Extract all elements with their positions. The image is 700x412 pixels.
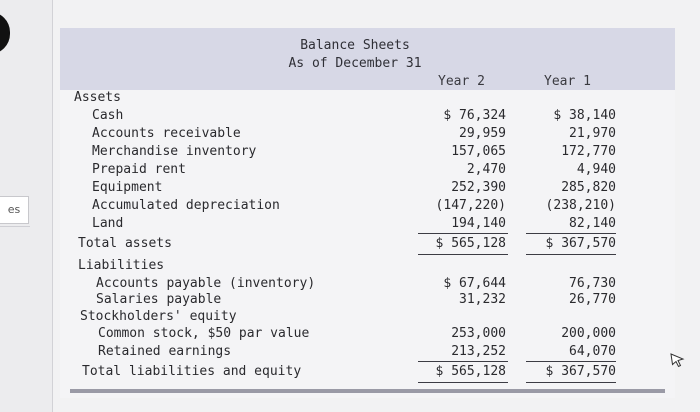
value-year2: $ 76,324 (443, 108, 506, 123)
value-year1: 82,140 (569, 216, 616, 231)
value-year1: 172,770 (561, 144, 616, 159)
value-year1: $ 38,140 (553, 108, 616, 123)
value-year2: 213,252 (451, 344, 506, 359)
value-year1: 21,970 (569, 126, 616, 141)
row-label: Accounts payable (inventory) (96, 276, 316, 291)
row-label: Accumulated depreciation (92, 198, 280, 213)
statement-title: Balance Sheets (300, 38, 410, 53)
value-year1: $ 367,570 (545, 364, 616, 379)
subtotal-rule-year2 (418, 361, 508, 362)
row-label: Merchandise inventory (92, 144, 257, 159)
row-label: Accounts receivable (92, 126, 241, 141)
row-equipment (60, 179, 675, 197)
row-label: Stockholders' equity (80, 309, 237, 324)
total-rule-year1 (526, 254, 616, 255)
row-assets (60, 89, 675, 107)
row-cash (60, 107, 675, 125)
total-rule-year2 (418, 254, 508, 255)
row-label: Retained earnings (98, 344, 232, 359)
row-accumulated-depreciation (60, 197, 675, 215)
row-label: Liabilities (78, 258, 165, 273)
row-label: Total liabilities and equity (82, 364, 302, 379)
value-year1: 285,820 (561, 180, 616, 195)
value-year2: 29,959 (459, 126, 506, 141)
column-header-year2: Year 2 (438, 74, 485, 89)
divider (0, 226, 30, 227)
value-year2: 2,470 (466, 162, 506, 177)
row-label: Prepaid rent (92, 162, 186, 177)
panel-edge-icon (0, 12, 10, 54)
total-rule-year2 (418, 382, 508, 383)
row-prepaid-rent (60, 161, 675, 179)
row-retained-earnings (60, 343, 675, 361)
row-label: Total assets (78, 236, 172, 251)
value-year2: 253,000 (451, 326, 506, 341)
statement-title-block (275, 37, 435, 73)
value-year2: (147,220) (435, 198, 506, 213)
row-stockholders-equity (60, 308, 675, 326)
row-label: Salaries payable (96, 292, 222, 307)
subtotal-rule-year1 (526, 233, 616, 234)
sidebar-tab[interactable]: es (0, 196, 29, 224)
value-year1: $ 367,570 (545, 236, 616, 251)
value-year1: 200,000 (561, 326, 616, 341)
row-total-assets (60, 235, 675, 253)
subtotal-rule-year2 (418, 233, 508, 234)
row-label: Assets (74, 90, 121, 105)
statement-subtitle: As of December 31 (288, 56, 422, 71)
row-label: Land (92, 216, 124, 231)
subtotal-rule-year1 (526, 361, 616, 362)
value-year2: $ 565,128 (435, 236, 506, 251)
row-liabilities (60, 257, 675, 275)
total-rule-year1 (526, 382, 616, 383)
balance-sheet (60, 28, 675, 398)
row-accounts-receivable (60, 125, 675, 143)
row-common-stock (60, 325, 675, 343)
value-year1: 64,070 (569, 344, 616, 359)
value-year2: 157,065 (451, 144, 506, 159)
row-merchandise-inventory (60, 143, 675, 161)
row-label: Common stock, $50 par value (98, 326, 310, 341)
value-year1: (238,210) (545, 198, 616, 213)
value-year2: 194,140 (451, 216, 506, 231)
value-year2: 252,390 (451, 180, 506, 195)
value-year1: 76,730 (569, 276, 616, 291)
row-total-liabilities-equity (60, 363, 675, 381)
value-year2: 31,232 (459, 292, 506, 307)
row-label: Cash (92, 108, 124, 123)
value-year1: 26,770 (569, 292, 616, 307)
mouse-cursor-icon (669, 352, 685, 368)
row-label: Equipment (92, 180, 163, 195)
row-land (60, 215, 675, 233)
row-salaries-payable (60, 291, 675, 309)
value-year2: $ 565,128 (435, 364, 506, 379)
value-year2: $ 67,644 (443, 276, 506, 291)
left-panel (0, 0, 53, 412)
value-year1: 4,940 (576, 162, 616, 177)
column-header-year1: Year 1 (544, 74, 591, 89)
bottom-divider (70, 389, 665, 393)
